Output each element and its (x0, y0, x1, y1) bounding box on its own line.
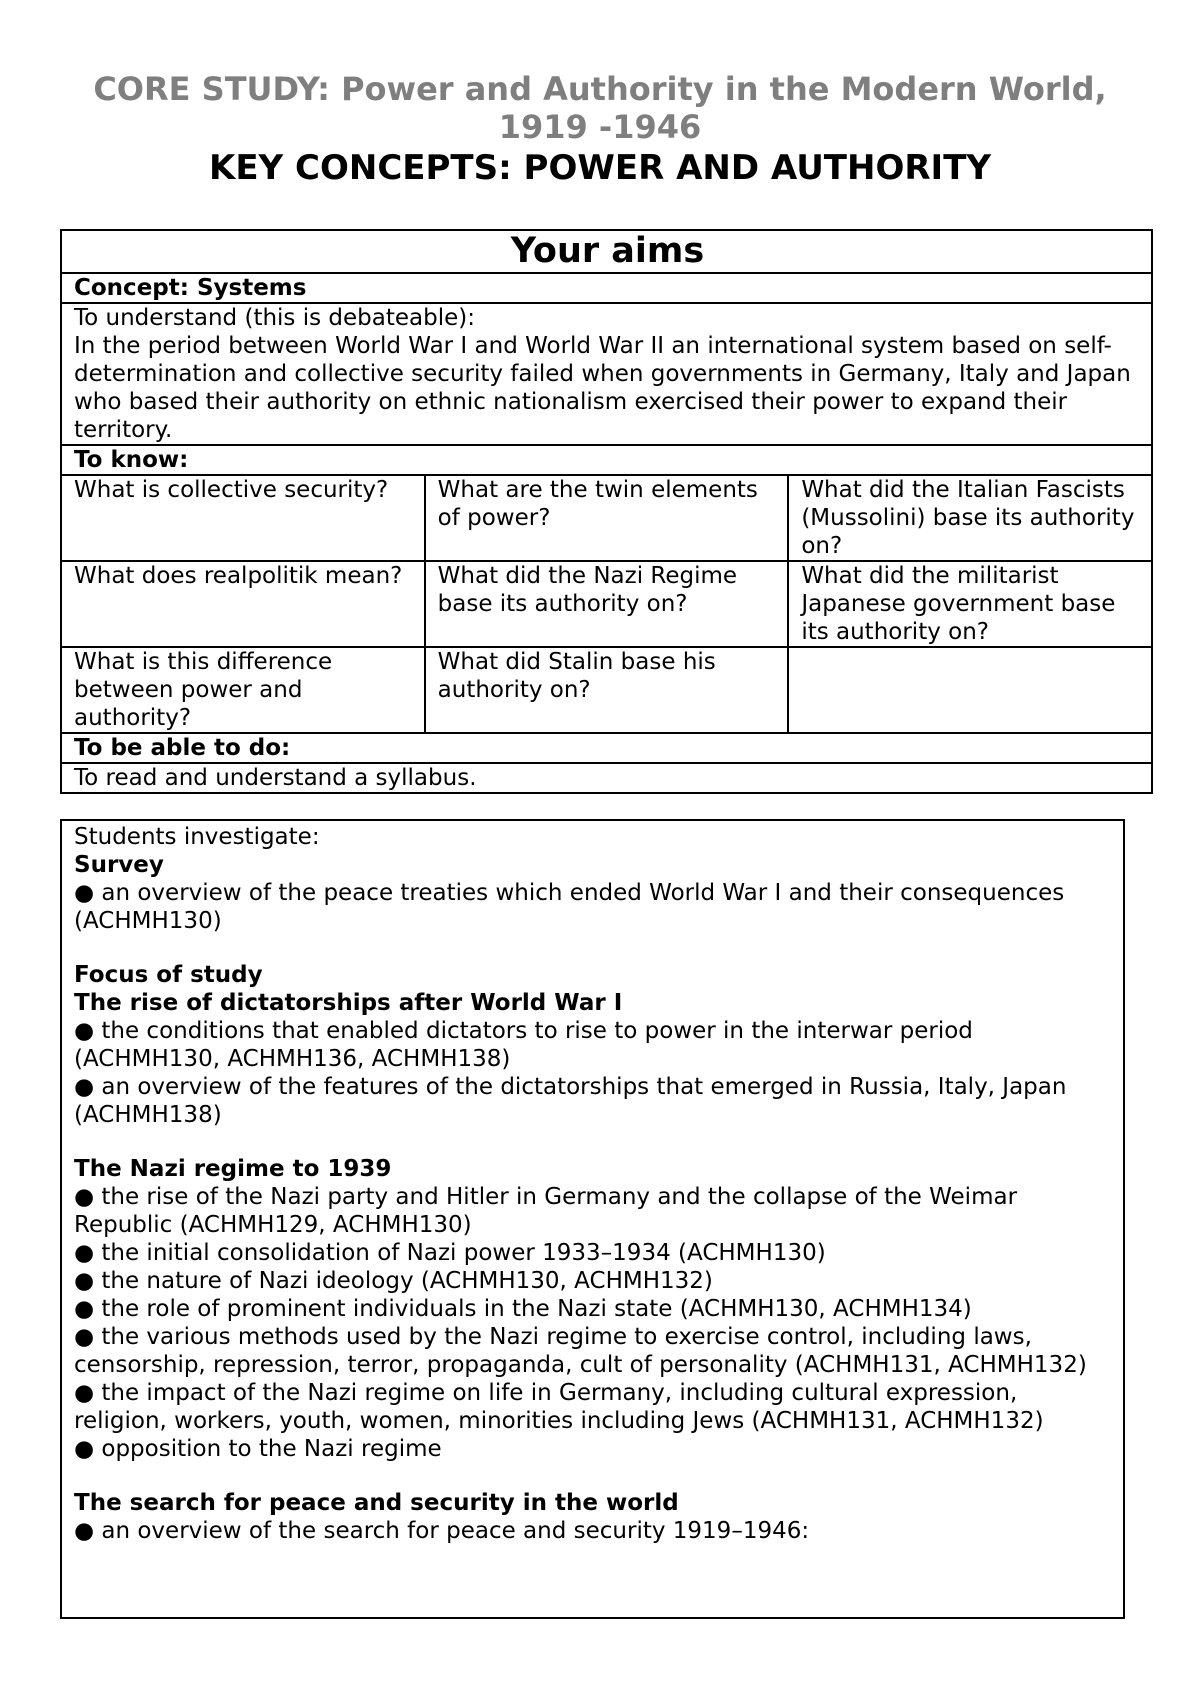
know-cell (788, 647, 1152, 733)
know-cell: What did the Italian Fascists (Mussolini) base its authority on? (788, 475, 1152, 561)
syllabus-intro: Students investigate: (74, 824, 320, 850)
know-cell: What did the militarist Japanese government base its authority on? (788, 561, 1152, 647)
list-item: ● the nature of Nazi ideology (ACHMH130, ACHMH132) (74, 1268, 713, 1294)
list-item: ● opposition to the Nazi regime (74, 1436, 442, 1462)
list-item: ● an overview of the search for peace and security 1919–1946: (74, 1518, 810, 1544)
know-cell: What is collective security? (61, 475, 425, 561)
list-item: ● the role of prominent individuals in the Nazi state (ACHMH130, ACHMH134) (74, 1296, 972, 1322)
peace-title: The search for peace and security in the world (74, 1490, 679, 1516)
list-item: ● the initial consolidation of Nazi power 1933–1934 (ACHMH130) (74, 1240, 826, 1266)
list-item: ● the various methods used by the Nazi regime to exercise control, including laws, censorship, repression, terror, propaganda, cult of personality (ACHMH131, ACHMH132) (74, 1324, 1087, 1378)
know-cell: What does realpolitik mean? (61, 561, 425, 647)
aims-heading: Your aims (61, 230, 1152, 273)
core-study-title: CORE STUDY: Power and Authority in the Modern World, 1919 -1946 (93, 70, 1107, 146)
understand-text: In the period between World War I and World War II an international system based on self-determination and collective security failed when governments in Germany, Italy and Japan who based their authority on ethnic nationalism exercised their power to expand their territory. (74, 333, 1131, 443)
understand-label: To understand (this is debateable): (74, 305, 475, 331)
list-item: ● an overview of the features of the dictatorships that emerged in Russia, Italy, Japan (ACHMH138) (74, 1074, 1067, 1128)
survey-title: Survey (74, 852, 164, 878)
know-cell: What did Stalin base his authority on? (425, 647, 789, 733)
aims-table (60, 229, 1153, 794)
know-cell: What did the Nazi Regime base its authority on? (425, 561, 789, 647)
concept-label: Concept: Systems (61, 273, 1152, 303)
do-text: To read and understand a syllabus. (61, 763, 1152, 793)
know-cell: What is this difference between power and authority? (61, 647, 425, 733)
list-item: ● the conditions that enabled dictators to rise to power in the interwar period (ACHMH130, ACHMH136, ACHMH138) (74, 1018, 973, 1072)
nazi-title: The Nazi regime to 1939 (74, 1156, 392, 1182)
list-item: ● an overview of the peace treaties which ended World War I and their consequences (ACHMH130) (74, 880, 1065, 934)
syllabus-box (60, 819, 1125, 1619)
focus-title: Focus of study (74, 962, 263, 988)
dictatorships-title: The rise of dictatorships after World War I (74, 990, 623, 1016)
do-label: To be able to do: (61, 733, 1152, 763)
know-label: To know: (61, 445, 1152, 475)
list-item: ● the rise of the Nazi party and Hitler in Germany and the collapse of the Weimar Republic (ACHMH129, ACHMH130) (74, 1184, 1018, 1238)
key-concepts-title: KEY CONCEPTS: POWER AND AUTHORITY (208, 148, 992, 188)
list-item: ● the impact of the Nazi regime on life in Germany, including cultural expression, religion, workers, youth, women, minorities including Jews (ACHMH131, ACHMH132) (74, 1380, 1044, 1434)
know-cell: What are the twin elements of power? (425, 475, 789, 561)
understand-cell (61, 303, 1152, 445)
